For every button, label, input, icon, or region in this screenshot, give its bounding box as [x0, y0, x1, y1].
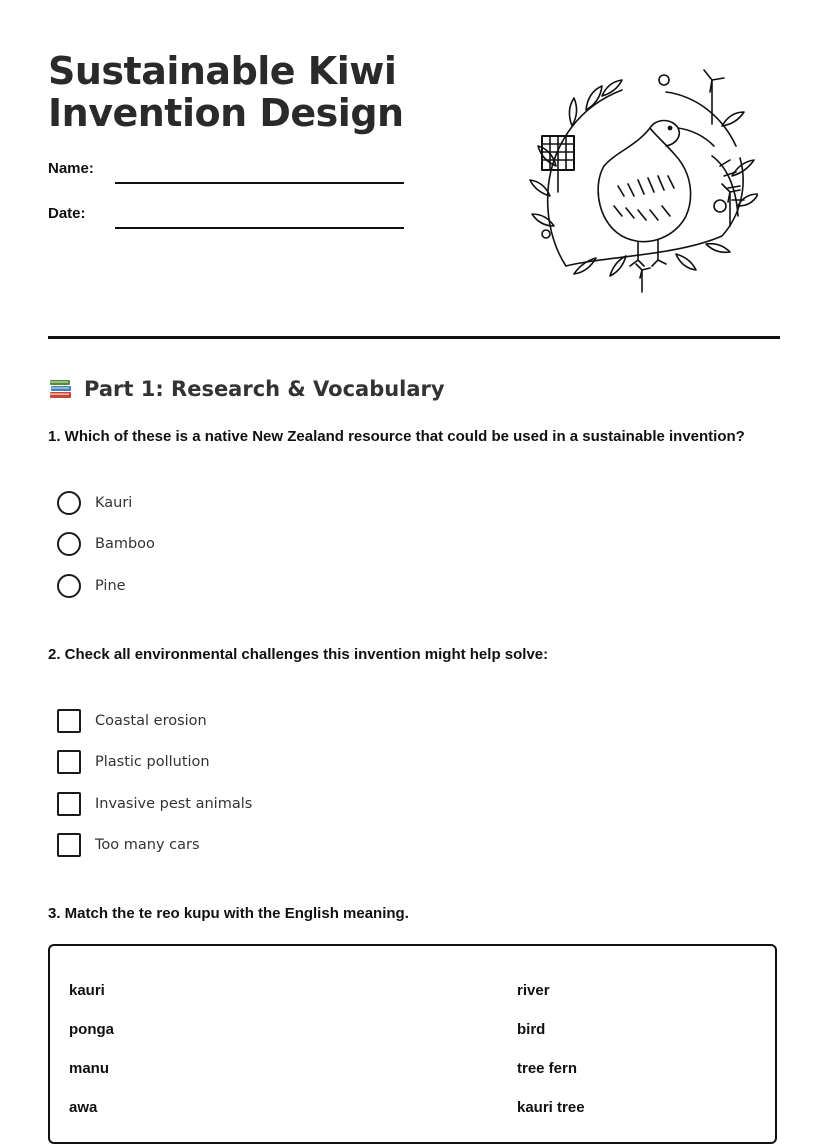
radio-button[interactable] [57, 532, 81, 556]
checkbox-option-too-many-cars[interactable] [57, 832, 200, 858]
section-title: Part 1: Research & Vocabulary [84, 377, 445, 401]
checkbox-option-plastic-pollution[interactable] [57, 749, 210, 775]
checkbox[interactable] [57, 833, 81, 857]
question-1: 1. Which of these is a native New Zealand resource that could be used in a sustainable invention? [48, 428, 745, 445]
meaning-list [517, 982, 585, 1138]
radio-option-kauri[interactable] [57, 490, 132, 516]
radio-button[interactable] [57, 574, 81, 598]
checkbox-option-invasive-pests[interactable] [57, 791, 252, 817]
date-field[interactable] [48, 205, 408, 231]
option-label: Too many cars [95, 837, 200, 853]
name-input-line[interactable] [115, 182, 404, 184]
checkbox-option-coastal-erosion[interactable] [57, 708, 207, 734]
radio-option-bamboo[interactable] [57, 531, 155, 557]
radio-button[interactable] [57, 491, 81, 515]
meaning-item[interactable]: river [517, 982, 550, 999]
name-field[interactable] [48, 160, 408, 186]
option-label: Plastic pollution [95, 754, 210, 770]
checkbox[interactable] [57, 792, 81, 816]
meaning-item[interactable]: tree fern [517, 1060, 578, 1077]
section-heading-part1 [48, 372, 445, 406]
date-label: Date: [48, 205, 86, 222]
name-label: Name: [48, 160, 94, 177]
section-divider [48, 336, 780, 339]
kupu-item[interactable]: awa [69, 1099, 98, 1116]
kupu-item[interactable]: kauri [69, 982, 105, 999]
matching-box [48, 944, 777, 1144]
kupu-item[interactable]: ponga [69, 1021, 114, 1038]
kiwi-bird-sustainability-illustration [526, 66, 758, 294]
question-2: 2. Check all environmental challenges this invention might help solve: [48, 646, 549, 663]
meaning-item[interactable]: kauri tree [517, 1099, 585, 1116]
checkbox[interactable] [57, 709, 81, 733]
books-icon [48, 376, 74, 402]
option-label: Pine [95, 578, 126, 594]
question-3: 3. Match the te reo kupu with the English meaning. [48, 905, 409, 922]
date-input-line[interactable] [115, 227, 404, 229]
page-title: Sustainable Kiwi Invention Design [48, 49, 404, 135]
kupu-list [69, 982, 114, 1138]
checkbox[interactable] [57, 750, 81, 774]
meaning-item[interactable]: bird [517, 1021, 546, 1038]
radio-option-pine[interactable] [57, 573, 126, 599]
option-label: Coastal erosion [95, 713, 207, 729]
option-label: Bamboo [95, 536, 155, 552]
option-label: Invasive pest animals [95, 796, 253, 812]
kupu-item[interactable]: manu [69, 1060, 110, 1077]
option-label: Kauri [95, 495, 133, 511]
